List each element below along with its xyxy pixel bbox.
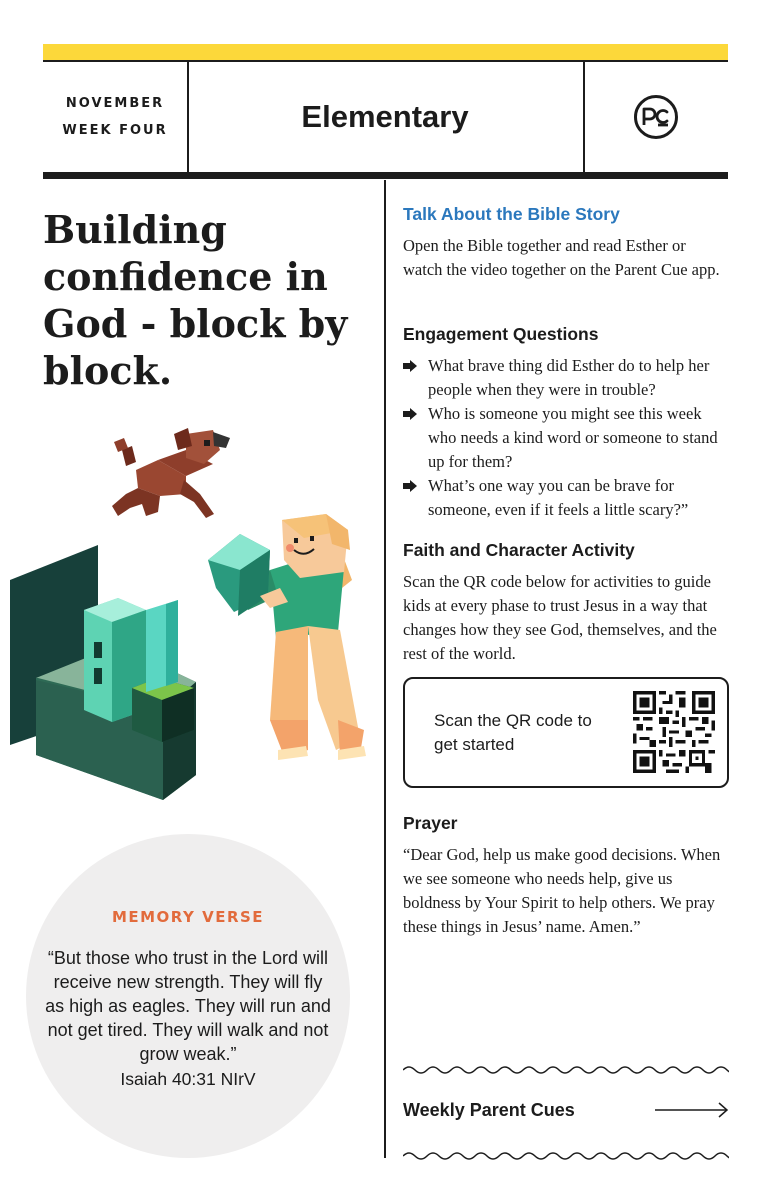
wavy-divider-bottom bbox=[403, 1149, 729, 1163]
list-item bbox=[403, 354, 728, 402]
bullet-arrow-icon bbox=[403, 360, 417, 372]
column-divider bbox=[384, 180, 386, 1158]
weekly-parent-cues-link[interactable] bbox=[403, 1094, 729, 1128]
question-text: What’s one way you can be brave for someone, even if it feels a little scary?” bbox=[428, 476, 689, 519]
prayer-body: “Dear God, help us make good decisions. When we see someone who needs help, give us boldness by Your Spirit to help others. We pray these things in Jesus’ name. Amen.” bbox=[403, 845, 721, 936]
activity-body: Scan the QR code below for activities to guide kids at every phase to trust Jesus in a way that changes how they see God, themselves, and the rest of the world. bbox=[403, 572, 717, 663]
qr-card-text: Scan the QR code to get started bbox=[434, 711, 592, 754]
list-item bbox=[403, 402, 728, 474]
question-text: What brave thing did Esther do to help her people when they were in trouble? bbox=[428, 356, 710, 399]
girl-dog-blocks-illustration bbox=[8, 420, 378, 810]
logo-block bbox=[583, 62, 728, 172]
engagement-question-list bbox=[403, 354, 728, 522]
arrow-right-icon[interactable] bbox=[655, 1102, 729, 1118]
engagement-section bbox=[403, 324, 728, 522]
qr-code-icon[interactable] bbox=[633, 691, 715, 773]
page-header bbox=[43, 60, 728, 172]
date-block bbox=[43, 62, 189, 172]
prayer-section bbox=[403, 813, 728, 939]
list-item bbox=[403, 474, 728, 522]
pc-logo-glyph bbox=[641, 106, 671, 128]
dog-figure bbox=[112, 428, 230, 518]
bullet-arrow-icon bbox=[403, 480, 417, 492]
page-title: Elementary bbox=[301, 99, 469, 134]
qr-card[interactable] bbox=[403, 677, 729, 788]
header-rule bbox=[43, 172, 728, 179]
question-text: Who is someone you might see this week who needs a kind word or someone to stand up for them? bbox=[428, 404, 718, 471]
month-label: NOVEMBER bbox=[65, 96, 165, 111]
memory-verse-label: MEMORY VERSE bbox=[111, 908, 265, 926]
headline: Building confidence in God - block by block. bbox=[43, 207, 348, 393]
activity-section bbox=[403, 540, 728, 666]
title-block bbox=[187, 62, 585, 172]
prayer-heading: Prayer bbox=[403, 813, 458, 833]
bible-story-section bbox=[403, 204, 728, 282]
bullet-arrow-icon bbox=[403, 408, 417, 420]
activity-heading: Faith and Character Activity bbox=[403, 540, 635, 560]
green-cube bbox=[132, 678, 194, 742]
bible-story-body: Open the Bible together and read Esther or watch the video together on the Parent Cue app. bbox=[403, 236, 720, 279]
top-accent-bar bbox=[43, 44, 728, 60]
weekly-parent-cues-label: Weekly Parent Cues bbox=[403, 1100, 575, 1120]
bible-story-heading: Talk About the Bible Story bbox=[403, 204, 620, 224]
wavy-divider bbox=[403, 1063, 729, 1077]
parent-cue-logo-icon bbox=[634, 95, 678, 139]
engagement-heading: Engagement Questions bbox=[403, 324, 599, 344]
week-label: WEEK FOUR bbox=[62, 123, 168, 138]
memory-verse-reference: Isaiah 40:31 NIrV bbox=[120, 1069, 256, 1089]
memory-verse-text: “But those who trust in the Lord will receive new strength. They will fly as high as eagles. They will run and not get tired. They will walk and not grow weak.” bbox=[45, 948, 331, 1064]
